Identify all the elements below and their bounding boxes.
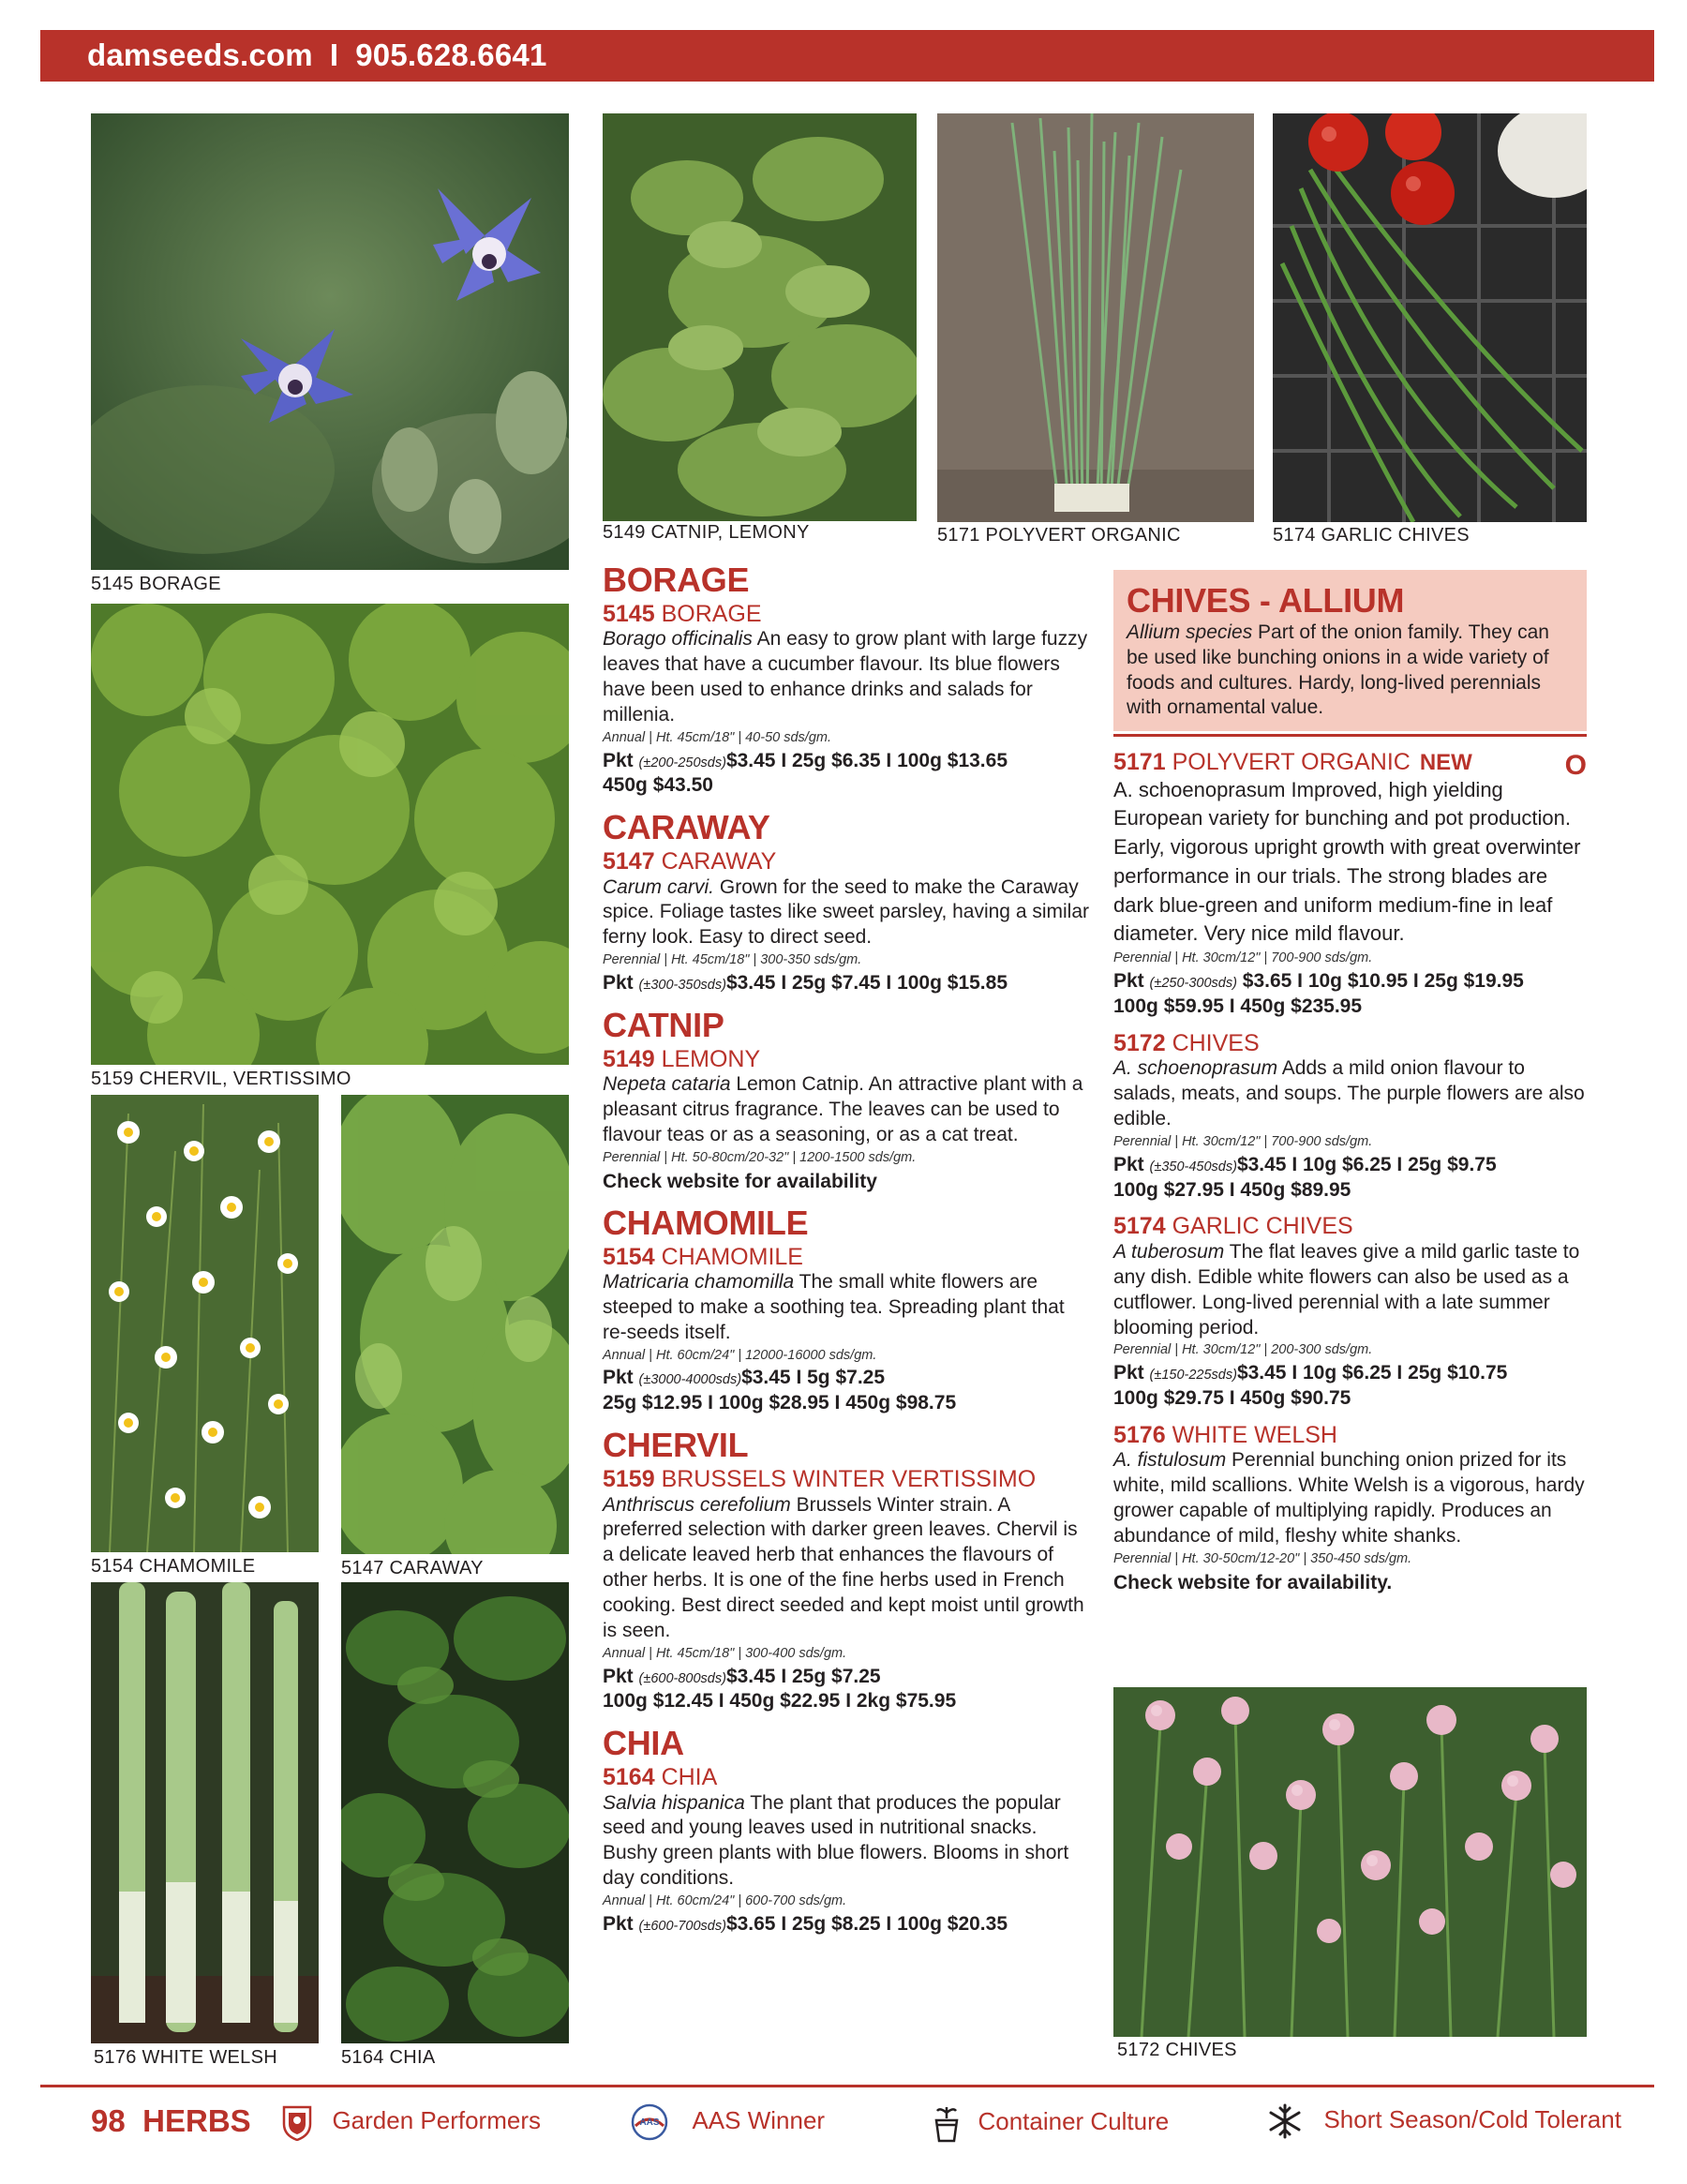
caption-chamomile: 5154 CHAMOMILE [91,1556,256,1577]
description-text: The small white flowers are steeped to make a soothing tea. Spreading plant that re-seeds itself. [603,1271,1065,1343]
latin-name: Allium species [1127,621,1253,643]
section-intro [1127,621,1574,722]
item-garlic-chives [1113,1214,1587,1412]
section-chia [603,1726,1090,1937]
item-polyvert [1113,750,1587,1020]
item-spec: Perennial | Ht. 30cm/12" | 700-900 sds/gm. [1113,950,1373,966]
description-text: Grown for the seed to make the Caraway spice. Foliage tastes like sweet parsley, having a similar ferny look. Easy to direct seed. [603,875,1090,949]
item-description [603,627,1090,728]
price-line-1: $3.45 I 5g $7.25 [741,1367,886,1389]
item-spec: Perennial | Ht. 30-50cm/12-20" | 350-450 sds/gm. [1113,1550,1412,1566]
price-line-1: $3.45 I 25g $6.35 I 100g $13.65 [725,749,1008,771]
seed-count: (±600-700sds) [638,1918,726,1934]
item-title [603,1467,1090,1493]
price-line-2: 450g $43.50 [603,774,713,797]
item-name: CHIVES [1172,1029,1260,1056]
description-text: Perennial bunching onion prized for its white, mild scallions. White Welsh is a vigorous, hardy grower capable of multiplying rapidly. Produces an abundance of mild, fleshy white shanks. [1113,1449,1585,1548]
price-line-2: 100g $12.45 I 450g $22.95 I 2kg $75.95 [603,1690,957,1713]
legend-container-culture [933,2103,1169,2145]
item-name: BRUSSELS WINTER VERTISSIMO [661,1466,1037,1493]
container-pot-icon [933,2103,961,2147]
caption-catnip: 5149 CATNIP, LEMONY [603,522,810,543]
availability-note: Check website for availability [603,1170,877,1192]
section-title: CHERVIL [603,1426,749,1465]
item-number: 5174 [1113,1213,1166,1240]
item-description [1113,1056,1587,1132]
section-chamomile [603,1205,1090,1416]
item-description [603,1270,1090,1346]
item-spec: Perennial | Ht. 30cm/12" | 700-900 sds/gm. [1113,1133,1373,1149]
middle-column [603,562,1090,1949]
section-title: CATNIP [603,1005,724,1044]
seed-count: (±600-800sds) [638,1670,726,1686]
item-number: 5149 [603,1045,655,1072]
website-link[interactable]: damseeds.com [87,37,313,72]
latin-name: Borago officinalis [603,628,753,651]
seed-count: (±3000-4000sds) [638,1372,742,1388]
catnip-photo [603,113,917,521]
item-number: 5176 [1113,1421,1166,1448]
item-name: WHITE WELSH [1172,1421,1337,1448]
item-spec: Perennial | Ht. 45cm/18" | 300-350 sds/gm. [603,952,862,968]
section-title: BORAGE [603,561,750,599]
item-price [1113,969,1587,995]
latin-name: A tuberosum [1113,1240,1225,1263]
section-title: CHIA [603,1724,684,1763]
item-name: GARLIC CHIVES [1172,1213,1353,1240]
item-name: CHIA [661,1764,718,1791]
legend-label: AAS Winner [692,2105,826,2134]
garden-performer-icon [281,2103,313,2146]
white-welsh-photo [91,1582,319,2043]
item-spec: Perennial | Ht. 30cm/12" | 200-300 sds/gm. [1113,1342,1373,1358]
item-description [1113,776,1587,950]
item-title [1113,1031,1587,1057]
item-title [603,1765,1090,1791]
new-badge: NEW [1419,750,1472,775]
price-line-2: 100g $29.75 I 450g $90.75 [1113,1387,1351,1410]
legend-label: Garden Performers [332,2105,541,2134]
caption-chives: 5172 CHIVES [1117,2040,1237,2060]
item-white-welsh [1113,1423,1587,1595]
item-price [1113,1361,1587,1386]
item-price [603,1665,1090,1690]
phone-number: 905.628.6641 [355,37,547,72]
caption-caraway: 5147 CARAWAY [341,1558,484,1578]
section-title: CHIVES - ALLIUM [1127,581,1405,620]
item-price [603,971,1090,996]
seed-count: (±250-300sds) [1149,976,1237,992]
item-spec: Annual | Ht. 45cm/18" | 300-400 sds/gm. [603,1645,847,1661]
header-separator: I [329,37,339,72]
legend-garden-performers [281,2103,541,2145]
legend-short-season [1267,2103,1621,2145]
pkt-label: Pkt [1113,1153,1144,1175]
item-number: 5171 [1113,749,1166,775]
price-line-1: $3.65 I 25g $8.25 I 100g $20.35 [725,1912,1008,1935]
chives-photo [1113,1687,1587,2037]
section-borage [603,562,1090,799]
header-bar [40,30,1654,82]
footer-rule [40,2085,1654,2087]
caraway-photo [341,1095,569,1554]
chervil-photo [91,604,569,1065]
right-column [1113,746,1587,1607]
item-number: 5154 [603,1243,655,1270]
price-line-1: $3.45 I 25g $7.45 I 100g $15.85 [725,971,1008,994]
item-price [603,749,1090,774]
price-line-2: 100g $59.95 I 450g $235.95 [1113,995,1363,1017]
footer-page-label [91,2103,251,2145]
price-line-1: $3.45 I 10g $6.25 I 25g $10.75 [1236,1362,1508,1384]
price-line-1: $3.45 I 25g $7.25 [725,1665,881,1687]
item-title [603,849,1090,875]
item-title [1113,1423,1587,1449]
item-spec: Annual | Ht. 60cm/24" | 600-700 sds/gm. [603,1893,847,1909]
item-name: BORAGE [661,600,762,627]
pkt-label: Pkt [603,1912,634,1935]
item-name: LEMONY [661,1045,761,1072]
description-text: Lemon Catnip. An attractive plant with a pleasant citrus fragrance. The leaves can be used to flavour teas or as a seasoning, or as a cat treat. [603,1073,1083,1145]
pkt-label: Pkt [603,749,634,771]
caption-garlic-chives: 5174 GARLIC CHIVES [1273,525,1470,546]
item-number: 5172 [1113,1029,1166,1056]
item-description [1113,1448,1587,1549]
latin-name: Nepeta cataria [603,1073,731,1096]
item-spec: Annual | Ht. 60cm/24" | 12000-16000 sds/gm. [603,1347,877,1363]
section-caraway [603,810,1090,996]
latin-name: Salvia hispanica [603,1791,745,1814]
price-line-2: 25g $12.95 I 100g $28.95 I 450g $98.75 [603,1392,957,1414]
caption-chervil: 5159 CHERVIL, VERTISSIMO [91,1069,351,1089]
chamomile-photo [91,1095,319,1552]
snowflake-icon [1267,2103,1303,2144]
item-number: 5145 [603,600,655,627]
item-chives [1113,1031,1587,1204]
caption-borage: 5145 BORAGE [91,574,221,594]
latin-name: A. fistulosum [1113,1449,1227,1472]
section-name: HERBS [142,2103,251,2138]
item-description [603,1493,1090,1644]
description-text: The flat leaves give a mild garlic taste to any dish. Edible white flowers can also be used as a cutflower. Long-lived perennial with a late summer blooming period. [1113,1240,1580,1339]
item-number: 5147 [603,848,655,875]
description-text: The plant that produces the popular seed and young leaves used in nutritional snacks. Bushy green plants with blue flowers. Blooms in short day conditions. [603,1791,1069,1890]
item-price [603,1366,1090,1391]
description-text: An easy to grow plant with large fuzzy leaves that have a cucumber flavour. Its blue flowers have been used to enhance drinks and salads for millenia. [603,628,1088,726]
page-number: 98 [91,2103,126,2138]
section-catnip [603,1005,1090,1194]
item-description [603,1072,1090,1148]
chives-intro-box [1113,570,1587,731]
latin-name: Matricaria chamomilla [603,1271,795,1294]
polyvert-photo [937,113,1254,522]
seed-count: (±350-450sds) [1149,1159,1237,1174]
item-spec: Perennial | Ht. 50-80cm/20-32" | 1200-1500 sds/gm. [603,1149,917,1165]
latin-name: Anthriscus cerefolium [603,1493,791,1516]
section-title: CHAMOMILE [603,1203,809,1242]
intro-text: Part of the onion family. They can be used like bunching onions in a wide variety of foods and cultures. Hardy, long-lived perennials with ornamental value. [1127,621,1549,719]
item-title [603,602,1090,628]
pkt-label: Pkt [603,1665,634,1687]
description-text: Adds a mild onion flavour to salads, meats, and soups. The purple flowers are also edible. [1113,1057,1585,1130]
header-contact [87,37,547,73]
legend-aas-winner [628,2103,825,2145]
item-title [603,1047,1090,1073]
description-text: A. schoenoprasum Improved, high yielding European variety for bunching and pot production. Early, vigorous upright growth with great overwinter performance in our trials. The strong blades are dark blue-green and uniform medium-fine in leaf diameter. Very nice mild flavour. [1113,777,1581,946]
item-spec: Annual | Ht. 45cm/18" | 40-50 sds/gm. [603,729,831,745]
availability-note: Check website for availability. [1113,1571,1393,1593]
divider [1113,734,1587,737]
legend-label: Container Culture [978,2106,1170,2135]
item-name: CHAMOMILE [661,1243,803,1270]
organic-icon: O [1564,750,1587,781]
price-line-2: 100g $27.95 I 450g $89.95 [1113,1178,1351,1201]
item-title [1113,750,1587,776]
svg-text:AAS: AAS [639,2117,660,2128]
pkt-label: Pkt [603,1367,634,1389]
caption-polyvert: 5171 POLYVERT ORGANIC [937,525,1181,546]
section-chervil [603,1428,1090,1714]
legend-label: Short Season/Cold Tolerant [1323,2104,1621,2133]
item-title [603,1245,1090,1271]
item-number: 5159 [603,1466,655,1493]
item-description [603,875,1090,951]
item-number: 5164 [603,1764,655,1791]
section-title: CARAWAY [603,808,770,847]
garlic-chives-photo [1273,113,1587,522]
item-name: POLYVERT ORGANIC [1172,749,1411,775]
item-price [603,1912,1090,1937]
price-line-1: $3.65 I 10g $10.95 I 25g $19.95 [1236,970,1524,993]
caption-chia: 5164 CHIA [341,2047,436,2068]
item-description [603,1791,1090,1892]
item-price [1113,1153,1587,1178]
borage-photo [91,113,569,570]
seed-count: (±150-225sds) [1149,1368,1237,1384]
chia-photo [341,1582,569,2043]
description-text: Brussels Winter strain. A preferred selection with darker green leaves. Chervil is a delicate leaved herb that enhances the flavours of other herbs. It is one of the fine herbs used in French cooking. Best direct seeded and kept moist until growth is seen. [603,1493,1084,1641]
pkt-label: Pkt [1113,970,1144,993]
item-description [1113,1240,1587,1341]
caption-white-welsh: 5176 WHITE WELSH [94,2047,277,2068]
seed-count: (±300-350sds) [638,977,726,993]
price-line-1: $3.45 I 10g $6.25 I 25g $9.75 [1236,1153,1497,1175]
latin-name: A. schoenoprasum [1113,1057,1278,1080]
pkt-label: Pkt [1113,1362,1144,1384]
pkt-label: Pkt [603,971,634,994]
aas-winner-icon [628,2103,671,2146]
item-name: CARAWAY [661,848,777,875]
item-title [1113,1214,1587,1240]
seed-count: (±200-250sds) [638,755,726,770]
latin-name: Carum carvi. [603,875,715,898]
